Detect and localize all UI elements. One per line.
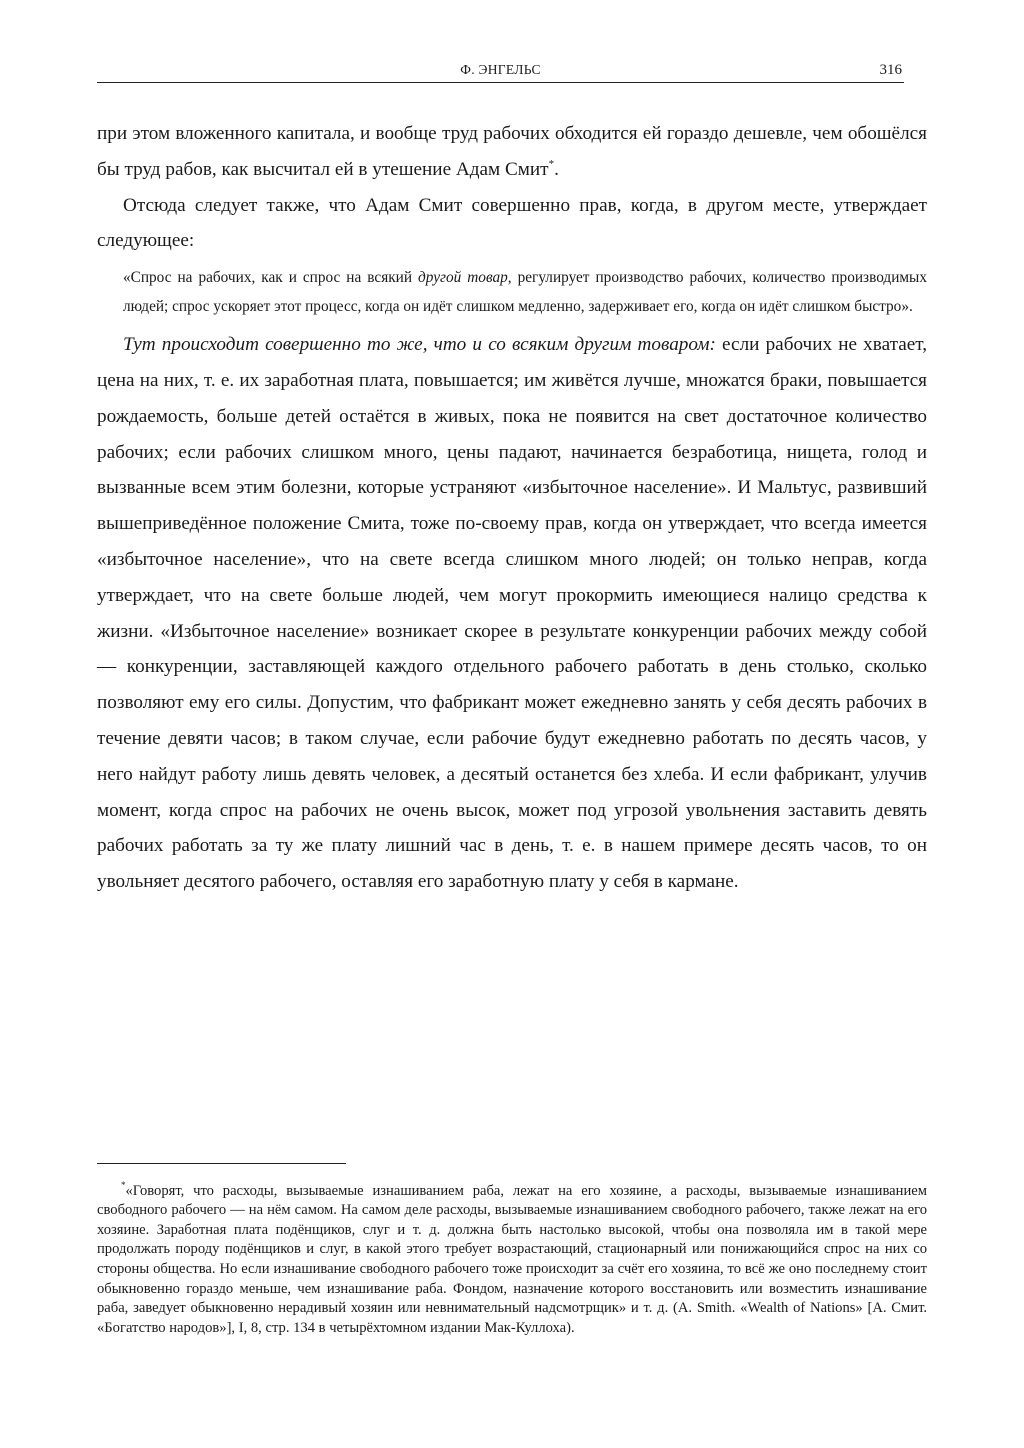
paragraph-2: Отсюда следует также, что Адам Смит совершенно прав, когда, в другом месте, утверждает следующее: (97, 194, 927, 252)
page-number: 316 (879, 62, 902, 78)
paragraph-1 (97, 116, 927, 188)
quotation-italic-phrase: другой товар, (418, 269, 512, 287)
running-head-author: Ф. ЭНГЕЛЬС (460, 62, 541, 77)
paragraph-1-end: . (554, 158, 559, 180)
running-header (97, 60, 904, 83)
smith-quotation (97, 263, 927, 321)
footnote-mark: * (121, 1179, 126, 1190)
footnote-text: «Говорят, что расходы, вызываемые изнашиванием раба, лежат на его хозяине, а расходы, вызываемые изнашиванием свободного рабочего — на нём самом. На самом деле расходы, вызываемые изнашиванием свободного рабочего, также лежат на его хозяине. Заработная плата подёнщиков, слуг и т. д. должна быть настолько высокой, чтобы она позволяла им в такой мере продолжать породу подёнщиков и слуг, в какой этого требует возрастающий, стационарный или понижающийся спрос на них со стороны общества. Но если изнашивание свободного рабочего тоже происходит за счёт его хозяина, то всё же оно последнему стоит обыкновенно гораздо меньше, чем изнашивание раба. Фондом, назначение которого восстановить или возместить изнашивание раба, заведует обыкновенно нерадивый хозяин или невнимательный надсмотрщик» и т. д. (A. Smith. «Wealth of Nations» [А. Смит. «Богатство народов»], I, 8, стр. 134 в четырёхтомном издании Мак-Куллоха). (97, 1182, 927, 1336)
footnote-separator (97, 1163, 346, 1164)
main-text (97, 116, 927, 900)
quotation-text-rest: регулирует производство рабочих, количество производимых людей; спрос ускоряет этот процесс, когда он идёт слишком медленно, задерживает его, когда он идёт слишком быстро». (123, 269, 927, 316)
paragraph-1-text: при этом вложенного капитала, и вообще труд рабочих обходится ей гораздо дешевле, чем обошёлся бы труд рабов, как высчитал ей в утешение Адам Смит (97, 123, 927, 180)
paragraph-3-italic-lead: Тут происходит совершенно то же, что и со всяким другим товаром: (123, 334, 716, 356)
paragraph-3 (97, 327, 927, 900)
footnote (97, 1179, 927, 1339)
paragraph-3-text: если рабочих не хватает, цена на них, т. е. их заработная плата, повышается; им живётся лучше, множатся браки, повышается рождаемость, больше детей остаётся в живых, пока не появится на свет достаточное количество рабочих; если рабочих слишком много, цены падают, начинается безработица, нищета, голод и вызванные всем этим болезни, которые устраняют «избыточное население». И Мальтус, развивший вышеприведённое положение Смита, тоже по-своему прав, когда он утверждает, что всегда имеется «избыточное население», что на свете всегда слишком много людей; он только неправ, когда утверждает, что на свете больше людей, чем могут прокормить имеющиеся налицо средства к жизни. «Избыточное население» возникает скорее в результате конкуренции рабочих между собой — конкуренции, заставляющей каждого отдельного рабочего работать в день столько, сколько позволяют ему его силы. Допустим, что фабрикант может ежедневно занять у себя десять рабочих в течение девяти часов; в таком случае, если рабочие будут ежедневно работать по десять часов, у него найдут работу лишь девять человек, а десятый останется без хлеба. И если фабрикант, улучив момент, когда спрос на рабочих не очень высок, может под угрозой увольнения заставить девять рабочих работать за ту же плату лишний час в день, т. е. в нашем примере десять часов, то он увольняет десятого рабочего, оставляя его заработную плату у себя в кармане. (97, 334, 927, 893)
quotation-text-start: «Спрос на рабочих, как и спрос на всякий (123, 269, 419, 287)
footnote-reference-mark[interactable]: * (548, 157, 555, 170)
